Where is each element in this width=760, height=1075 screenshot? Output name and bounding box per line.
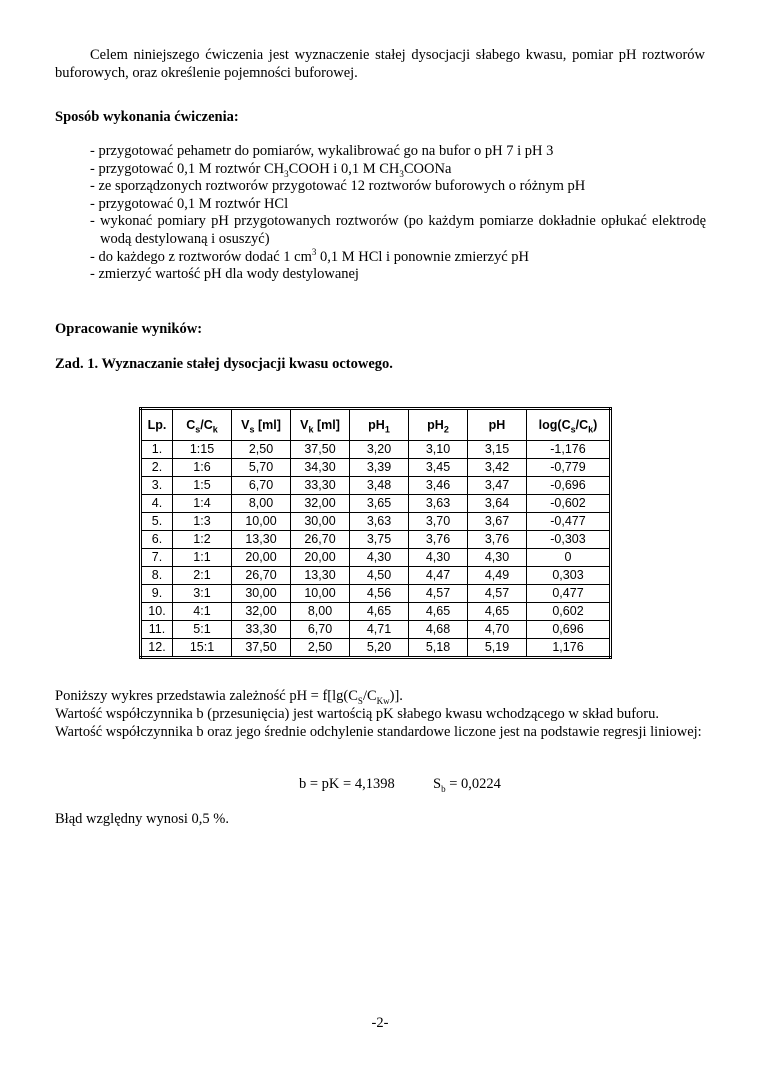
table-cell: 3,63 — [409, 495, 468, 513]
results-heading: Opracowanie wyników: — [55, 321, 203, 337]
table-cell: 3,42 — [468, 459, 527, 477]
table-cell: 30,00 — [232, 585, 291, 603]
table-cell: 8. — [141, 567, 173, 585]
table-cell: -1,176 — [527, 441, 611, 459]
table-cell: 5,19 — [468, 639, 527, 658]
table-cell: 0,477 — [527, 585, 611, 603]
table-cell: 4,30 — [350, 549, 409, 567]
table-cell: -0,602 — [527, 495, 611, 513]
table-cell: 33,30 — [232, 621, 291, 639]
table-row — [141, 549, 611, 567]
table-cell: 37,50 — [232, 639, 291, 658]
method-steps-list — [90, 143, 706, 284]
table-row — [141, 567, 611, 585]
table-cell: 3,65 — [350, 495, 409, 513]
table-cell: 9. — [141, 585, 173, 603]
table-cell: 2. — [141, 459, 173, 477]
table-cell: 4,50 — [350, 567, 409, 585]
column-header: $V_k$ [ml] — [291, 409, 350, 441]
column-header: pH — [468, 409, 527, 441]
table-cell: 3,64 — [468, 495, 527, 513]
table-cell: 0 — [527, 549, 611, 567]
table-cell: 0,602 — [527, 603, 611, 621]
table-cell: 3. — [141, 477, 173, 495]
table-cell: 3,39 — [350, 459, 409, 477]
table-row — [141, 621, 611, 639]
table-cell: 6,70 — [291, 621, 350, 639]
table-cell: 30,00 — [291, 513, 350, 531]
table-cell: -0,696 — [527, 477, 611, 495]
analysis-line-2: Wartość współczynnika b (przesunięcia) jest wartością pK słabego kwasu wchodzącego w skład buforu. — [55, 706, 660, 722]
table-cell: 3,47 — [468, 477, 527, 495]
table-row — [141, 495, 611, 513]
table-cell: 5. — [141, 513, 173, 531]
table-cell: 32,00 — [291, 495, 350, 513]
list-item: - przygotować pehametr do pomiarów, wykalibrować go na bufor o pH 7 i pH 3 — [90, 143, 554, 159]
table-row — [141, 459, 611, 477]
table-cell: 10,00 — [232, 513, 291, 531]
table-row — [141, 513, 611, 531]
table-cell: 13,30 — [232, 531, 291, 549]
table-row — [141, 531, 611, 549]
table-cell: 34,30 — [291, 459, 350, 477]
table-cell: 15:1 — [173, 639, 232, 658]
table-cell: 1:5 — [173, 477, 232, 495]
table-cell: 8,00 — [291, 603, 350, 621]
table-cell: 4,47 — [409, 567, 468, 585]
table-cell: 1:1 — [173, 549, 232, 567]
table-row — [141, 477, 611, 495]
table-cell: 1:2 — [173, 531, 232, 549]
list-item: - zmierzyć wartość pH dla wody destylowanej — [90, 266, 359, 283]
table-cell: 4,68 — [409, 621, 468, 639]
table-cell: 13,30 — [291, 567, 350, 585]
table-cell: 6,70 — [232, 477, 291, 495]
table-cell: 11. — [141, 621, 173, 639]
column-header: $C_s/C_k$ — [173, 409, 232, 441]
table-cell: 4,49 — [468, 567, 527, 585]
table-cell: 4,56 — [350, 585, 409, 603]
table-cell: 2,50 — [291, 639, 350, 658]
list-item: - ze sporządzonych roztworów przygotować 12 roztworów buforowych o różnym pH — [90, 178, 586, 195]
method-heading: Sposób wykonania ćwiczenia: — [55, 109, 239, 125]
equation-sb: $S_b = 0,0224$ — [433, 776, 501, 794]
table-cell: 3,20 — [350, 441, 409, 459]
analysis-line-3: Wartość współczynnika b oraz jego średnie odchylenie standardowe liczone jest na podstawie regresji liniowej: — [55, 724, 702, 740]
column-header: Lp. — [141, 409, 173, 441]
table-cell: 10. — [141, 603, 173, 621]
table-header-row — [141, 409, 611, 441]
list-item: - przygotować 0,1 M roztwór $CH_3COOH$ i 0,1 M $CH_3COONa$ — [90, 160, 452, 179]
table-row — [141, 603, 611, 621]
table-cell: 5,18 — [409, 639, 468, 658]
table-cell: 3,67 — [468, 513, 527, 531]
table-cell: 1,176 — [527, 639, 611, 658]
table-cell: -0,303 — [527, 531, 611, 549]
list-item: - do każdego z roztworów dodać 1 $cm^3$ 0,1 M HCl i ponownie zmierzyć pH — [90, 246, 529, 265]
table-cell: 5:1 — [173, 621, 232, 639]
list-item: - przygotować 0,1 M roztwór HCl — [90, 195, 289, 212]
task-heading: Zad. 1. Wyznaczanie stałej dysocjacji kwasu octowego. — [55, 356, 393, 372]
table-cell: 4:1 — [173, 603, 232, 621]
table-cell: 3,63 — [350, 513, 409, 531]
table-cell: 12. — [141, 639, 173, 658]
list-item: - wykonać pomiary pH przygotowanych roztworów (po każdym pomiarze dokładnie opłukać elektrodę wodą destylowaną i osuszyć) — [90, 213, 706, 247]
error-statement: Błąd względny wynosi 0,5 %. — [55, 811, 229, 827]
table-cell: 26,70 — [291, 531, 350, 549]
table-row — [141, 639, 611, 658]
column-header: $\log(C_s/C_k)$ — [527, 409, 611, 441]
table-cell: 3,45 — [409, 459, 468, 477]
table-cell: 4,30 — [409, 549, 468, 567]
table-cell: 1:4 — [173, 495, 232, 513]
table-cell: 10,00 — [291, 585, 350, 603]
equation-b: b = pK = 4,1398 — [299, 776, 395, 792]
table-cell: 4,65 — [468, 603, 527, 621]
table-cell: 20,00 — [232, 549, 291, 567]
table-cell: 3,76 — [468, 531, 527, 549]
table-cell: 33,30 — [291, 477, 350, 495]
column-header: $pH_2$ — [409, 409, 468, 441]
table-cell: 1:6 — [173, 459, 232, 477]
table-body — [141, 441, 611, 658]
table-cell: 4,71 — [350, 621, 409, 639]
table-cell: 26,70 — [232, 567, 291, 585]
table-cell: 6. — [141, 531, 173, 549]
table-cell: 4,70 — [468, 621, 527, 639]
column-header: $pH_1$ — [350, 409, 409, 441]
table-cell: 8,00 — [232, 495, 291, 513]
table-cell: -0,477 — [527, 513, 611, 531]
table-row — [141, 441, 611, 459]
table-cell: 3:1 — [173, 585, 232, 603]
table-cell: 3,15 — [468, 441, 527, 459]
intro-paragraph: Celem niniejszego ćwiczenia jest wyznaczenie stałej dysocjacji słabego kwasu, pomiar pH roztworów buforowych, oraz określenie pojemności buforowej. — [55, 47, 705, 81]
table-cell: 3,70 — [409, 513, 468, 531]
table-cell: 3,46 — [409, 477, 468, 495]
table-cell: 2,50 — [232, 441, 291, 459]
table-cell: 20,00 — [291, 549, 350, 567]
table-cell: 3,75 — [350, 531, 409, 549]
table-cell: 3,48 — [350, 477, 409, 495]
table-cell: 4,57 — [409, 585, 468, 603]
table-row — [141, 585, 611, 603]
table-cell: 4,65 — [350, 603, 409, 621]
table-cell: 1:3 — [173, 513, 232, 531]
table-cell: 5,20 — [350, 639, 409, 658]
table-cell: 0,303 — [527, 567, 611, 585]
column-header: $V_s$ [ml] — [232, 409, 291, 441]
table-cell: 1:15 — [173, 441, 232, 459]
table-cell: 32,00 — [232, 603, 291, 621]
table-cell: 5,70 — [232, 459, 291, 477]
table-cell: 1. — [141, 441, 173, 459]
analysis-line-1: Poniższy wykres przedstawia zależność pH = $f[\lg(C_S/C_{Kw})]$. — [55, 688, 403, 706]
table-cell: -0,779 — [527, 459, 611, 477]
table-cell: 0,696 — [527, 621, 611, 639]
results-table — [139, 407, 612, 659]
table-cell: 4,65 — [409, 603, 468, 621]
table-cell: 3,10 — [409, 441, 468, 459]
table-cell: 4. — [141, 495, 173, 513]
table-cell: 2:1 — [173, 567, 232, 585]
page-number: -2- — [371, 1015, 389, 1031]
table-cell: 4,30 — [468, 549, 527, 567]
table-cell: 37,50 — [291, 441, 350, 459]
table-cell: 4,57 — [468, 585, 527, 603]
table-cell: 7. — [141, 549, 173, 567]
table-cell: 3,76 — [409, 531, 468, 549]
